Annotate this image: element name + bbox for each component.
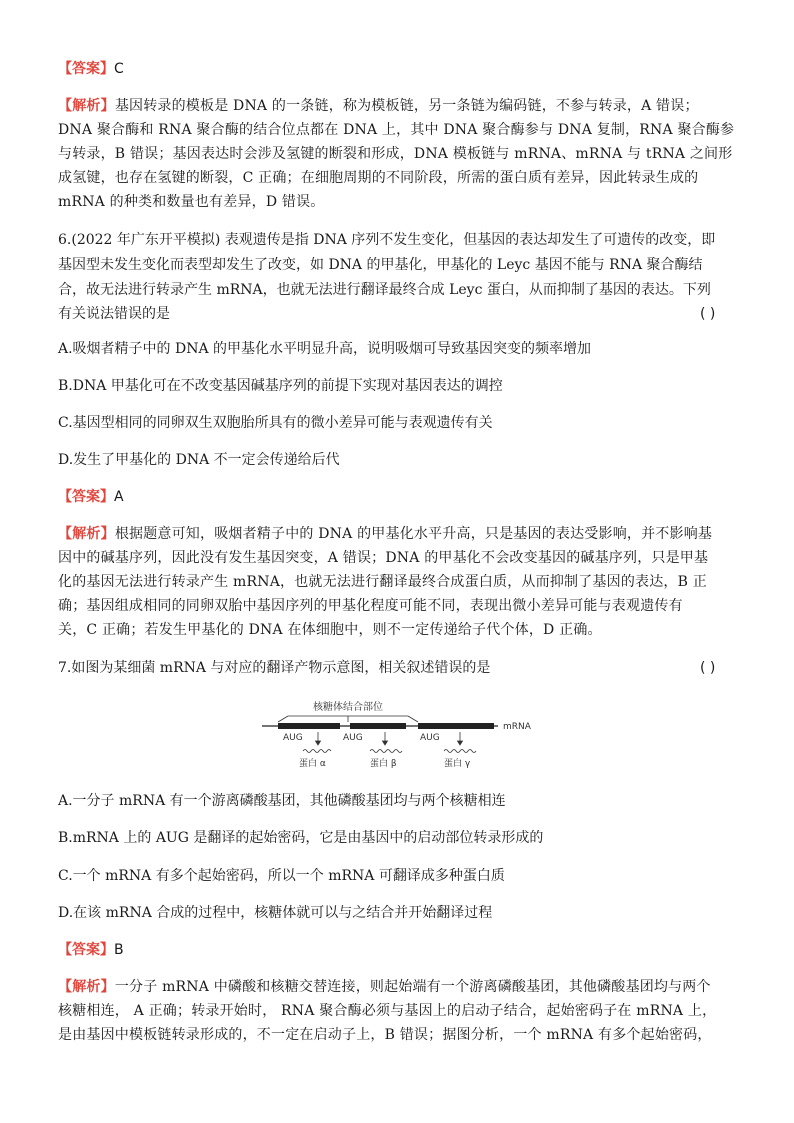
analysis-tag: 【解析】 [58,98,115,114]
q6-stem-line-1: 6.(2022 年广东开平模拟) 表观遗传是指 DNA 序列不发生变化，但基因的表达却发生了可遗传的改变，即 [58,232,716,248]
answer-tag: 【答案】 [58,489,114,505]
q5-analysis-line-4: 成氢键，也存在氢键的断裂，C 正确；在细胞周期的不同阶段，所需的蛋白质有差异，因此转录生成的 [58,170,699,186]
coding-region-gamma [418,723,494,729]
mrna-label: mRNA [503,722,531,732]
answer-tag: 【答案】 [58,942,114,958]
answer-tag: 【答案】 [58,61,114,77]
q6-option-b: B.DNA 甲基化可在不改变基因碱基序列的前提下实现对基因表达的调控 [58,378,503,394]
q6-analysis-line-2: 因中的碱基序列，因此没有发生基因突变，A 错误；DNA 的甲基化不会改变基因的碱基序列，只是甲基 [58,550,709,566]
q7-analysis-line-3: 是由基因中模板链转录形成的，不一定在启动子上，B 错误；据图分析，一个 mRNA 有多个起始密码， [58,1027,712,1043]
coding-region-alpha [278,723,340,729]
protein-gamma-label: 蛋白 γ [444,759,471,769]
aug-codon-3: AUG [420,733,440,743]
protein-beta-label: 蛋白 β [370,759,397,769]
q6-option-a: A.吸烟者精子中的 DNA 的甲基化水平明显升高，说明吸烟可导致基因突变的频率增加 [58,341,592,357]
q6-stem-line-2: 基因型未发生变化而表型却发生了改变，如 DNA 的甲基化，甲基化的 Leyc 基因不能与 RNA 聚合酶结 [58,257,703,273]
coding-region-beta [350,723,406,729]
q5-analysis-line-2: DNA 聚合酶和 RNA 聚合酶的结合位点都在 DNA 上，其中 DNA 聚合酶参与 DNA 复制，RNA 聚合酶参 [58,122,735,138]
aug-codon-2: AUG [343,733,363,743]
q7-analysis-line-1: 【解析】一分子 mRNA 中磷酸和核糖交替连接，则起始端有一个游离磷酸基团，其他磷酸基团均与两个 [58,979,711,995]
q7-option-d: D.在该 mRNA 合成的过程中，核糖体就可以与之结合并开始翻译过程 [58,905,493,921]
q5-analysis-line-5: mRNA 的种类和数量也有差异，D 错误。 [58,194,325,210]
q6-analysis-line-1: 【解析】根据题意可知，吸烟者精子中的 DNA 的甲基化水平升高，只是基因的表达受影响，并不影响基 [58,526,713,542]
q7-analysis-line-2: 核糖相连， A 正确；转录开始时， RNA 聚合酶必须与基因上的启动子结合，起始密码子在 mRNA 上， [58,1003,717,1019]
q6-option-c: C.基因型相同的同卵双生双胞胎所具有的微小差异可能与表观遗传有关 [58,415,493,431]
q6-analysis-line-5: 关，C 正确；若发生甲基化的 DNA 在体细胞中，则不一定传递给子代个体，D 正确。 [58,622,602,638]
analysis-tag: 【解析】 [58,979,115,995]
ribosome-bracket-right [408,716,418,722]
q6-analysis-line-4: 确；基因组成相同的同卵双胎中基因序列的甲基化程度可能不同，表现出微小差异可能与表观遗传有 [58,598,683,614]
q5-analysis-line-1: 【解析】基因转录的模板是 DNA 的一条链，称为模板链，另一条链为编码链，不参与转录，A 错误； [58,98,699,114]
q7-option-a: A.一分子 mRNA 有一个游离磷酸基团，其他磷酸基团均与两个核糖相连 [58,793,506,809]
ribosome-bracket-left [278,716,288,722]
aug-codon-1: AUG [283,733,303,743]
q7-answer-line [58,940,124,960]
q6-answer-paren: ( ) [700,306,716,322]
q5-answer: C [114,61,124,77]
analysis-tag: 【解析】 [58,526,115,542]
protein-alpha-label: 蛋白 α [299,759,326,769]
q5-analysis-line-3: 与转录，B 错误；基因表达时会涉及氢键的断裂和形成，DNA 模板链与 mRNA、mRNA 与 tRNA 之间形 [58,146,733,162]
q6-stem-line-4: 有关说法错误的是 [58,306,170,322]
q6-option-d: D.发生了甲基化的 DNA 不一定会传递给后代 [58,452,340,468]
q7-stem: 7.如图为某细菌 mRNA 与对应的翻译产物示意图，相关叙述错误的是 [58,660,491,676]
q7-answer-paren: ( ) [700,660,716,676]
q7-answer: B [114,942,124,958]
q7-option-c: C.一个 mRNA 有多个起始密码，所以一个 mRNA 可翻译成多种蛋白质 [58,868,505,884]
q6-analysis-line-3: 化的基因无法进行转录产生 mRNA，也就无法进行翻译最终合成蛋白质，从而抑制了基因的表达，B 正 [58,574,707,590]
peptide-chain-icon [303,750,476,753]
ribosome-binding-label: 核糖体结合部位 [313,702,383,713]
q6-stem-line-3: 合，故无法进行转录产生 mRNA，也就无法进行翻译最终合成 Leyc 蛋白，从而抑制了基因的表达。下列 [58,282,711,298]
arrow-down-icon [316,732,463,745]
q6-answer: A [114,489,124,505]
q7-option-b: B.mRNA 上的 AUG 是翻译的起始密码，它是由基因中的启动部位转录形成的 [58,830,544,846]
